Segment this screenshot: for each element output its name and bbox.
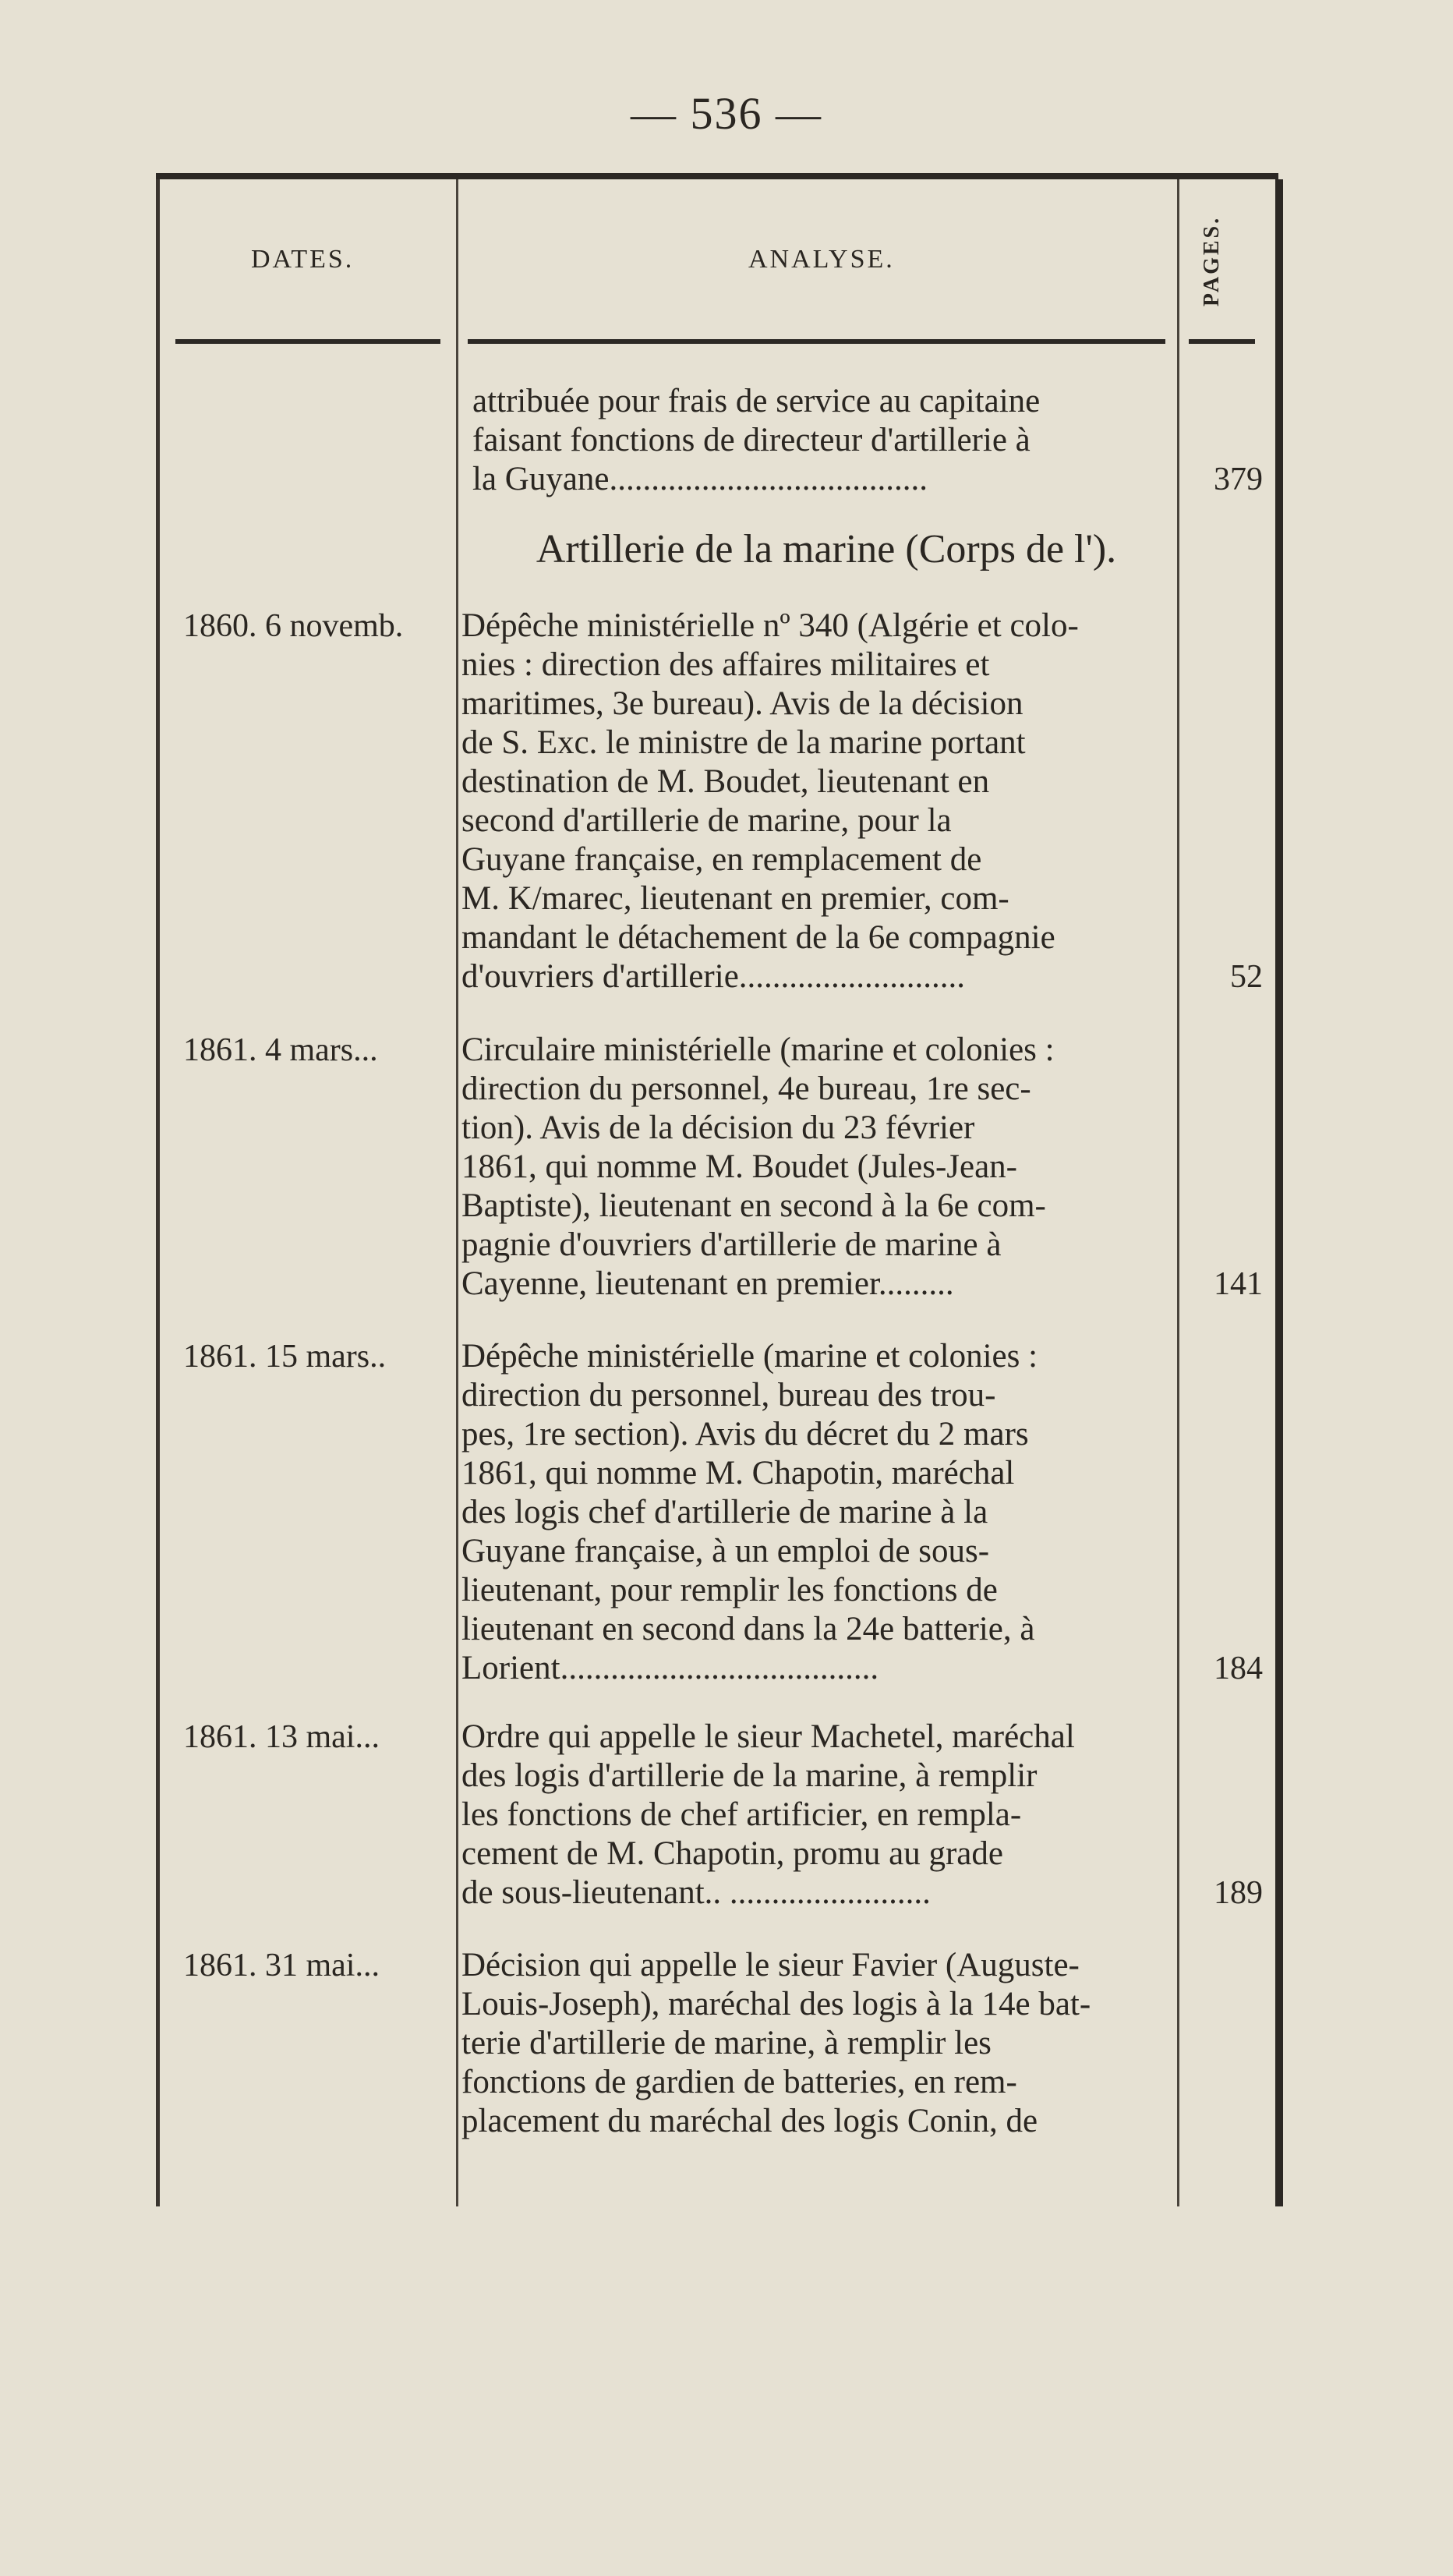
text-line: pagnie d'ouvriers d'artillerie de marine à	[461, 1226, 1002, 1263]
text-line: attribuée pour frais de service au capitaine	[472, 383, 1041, 419]
page-reference: 52	[1230, 959, 1263, 995]
header-rule-analyse	[468, 339, 1165, 344]
text-line: Louis-Joseph), maréchal des logis à la 14e bat-	[461, 1986, 1091, 2022]
entry-date: 1861. 31 mai...	[183, 1948, 380, 1983]
text-line: 1861, qui nomme M. Chapotin, maréchal	[461, 1455, 1015, 1491]
text-line: de sous-lieutenant.. ........................	[461, 1874, 931, 1911]
text-line: terie d'artillerie de marine, à remplir les	[461, 2025, 992, 2061]
text-line: maritimes, 3e bureau). Avis de la décision	[461, 685, 1023, 722]
entry-date: 1860. 6 novemb.	[183, 608, 404, 644]
page-reference: 141	[1214, 1266, 1263, 1302]
page-reference: 184	[1214, 1651, 1263, 1686]
column-divider-dates	[456, 179, 458, 2206]
text-line: d'ouvriers d'artillerie...........................	[461, 958, 966, 995]
analysis-text	[461, 1718, 1163, 1913]
section-heading: Artillerie de la marine (Corps de l').	[536, 527, 1117, 571]
text-line: cement de M. Chapotin, promu au grade	[461, 1835, 1003, 1872]
analysis-text	[461, 1031, 1163, 1304]
table-frame	[156, 173, 1278, 2206]
analysis-text	[461, 1337, 1163, 1688]
page-reference: 379	[1214, 462, 1263, 497]
text-line: Guyane française, à un emploi de sous-	[461, 1533, 990, 1569]
text-line: faisant fonctions de directeur d'artillerie à	[472, 422, 1031, 458]
text-line: second d'artillerie de marine, pour la	[461, 802, 952, 839]
text-line: Dépêche ministérielle (marine et colonies :	[461, 1338, 1038, 1375]
text-line: les fonctions de chef artificier, en rempla-	[461, 1796, 1022, 1833]
page-reference: 189	[1214, 1875, 1263, 1911]
text-line: Lorient......................................	[461, 1650, 879, 1686]
frame-right-border	[1275, 179, 1283, 2206]
text-line: Cayenne, lieutenant en premier.........	[461, 1265, 954, 1302]
text-line: destination de M. Boudet, lieutenant en	[461, 763, 990, 800]
text-line: Circulaire ministérielle (marine et colonies :	[461, 1031, 1055, 1068]
page-number: — 536 —	[631, 88, 822, 139]
text-line: la Guyane......................................	[472, 461, 928, 497]
entry-date: 1861. 15 mars..	[183, 1339, 387, 1375]
text-line: lieutenant, pour remplir les fonctions de	[461, 1572, 998, 1608]
analysis-text	[472, 382, 1174, 499]
text-line: des logis chef d'artillerie de marine à la	[461, 1494, 988, 1530]
header-rule-dates	[175, 339, 440, 344]
text-line: Guyane française, en remplacement de	[461, 841, 982, 878]
entry-date: 1861. 4 mars...	[183, 1032, 378, 1068]
text-line: des logis d'artillerie de la marine, à remplir	[461, 1757, 1038, 1794]
header-dates: DATES.	[251, 245, 355, 274]
text-line: M. K/marec, lieutenant en premier, com-	[461, 880, 1009, 917]
text-line: lieutenant en second dans la 24e batterie, à	[461, 1611, 1035, 1647]
header-analyse: ANALYSE.	[748, 245, 895, 274]
text-line: de S. Exc. le ministre de la marine portant	[461, 724, 1026, 761]
analysis-text	[461, 607, 1163, 996]
text-line: placement du maréchal des logis Conin, de	[461, 2103, 1038, 2139]
text-line: direction du personnel, 4e bureau, 1re sec-	[461, 1070, 1031, 1107]
header-rule-pages	[1189, 339, 1255, 344]
text-line: mandant le détachement de la 6e compagnie	[461, 919, 1055, 956]
text-line: pes, 1re section). Avis du décret du 2 mars	[461, 1416, 1029, 1453]
entry-date: 1861. 13 mai...	[183, 1719, 380, 1755]
text-line: nies : direction des affaires militaires et	[461, 646, 990, 683]
text-line: 1861, qui nomme M. Boudet (Jules-Jean-	[461, 1148, 1017, 1185]
text-line: Décision qui appelle le sieur Favier (Auguste-	[461, 1947, 1080, 1983]
text-line: Dépêche ministérielle nº 340 (Algérie et colo-	[461, 607, 1079, 644]
column-divider-pages	[1177, 179, 1179, 2206]
frame-left-border	[156, 179, 160, 2206]
text-line: direction du personnel, bureau des trou-	[461, 1377, 996, 1414]
text-line: Ordre qui appelle le sieur Machetel, maréchal	[461, 1718, 1075, 1755]
header-pages: PAGES.	[1200, 215, 1224, 307]
text-line: fonctions de gardien de batteries, en rem-	[461, 2064, 1017, 2100]
text-line: Baptiste), lieutenant en second à la 6e com-	[461, 1187, 1046, 1224]
text-line: tion). Avis de la décision du 23 février	[461, 1109, 975, 1146]
analysis-text	[461, 1946, 1163, 2141]
